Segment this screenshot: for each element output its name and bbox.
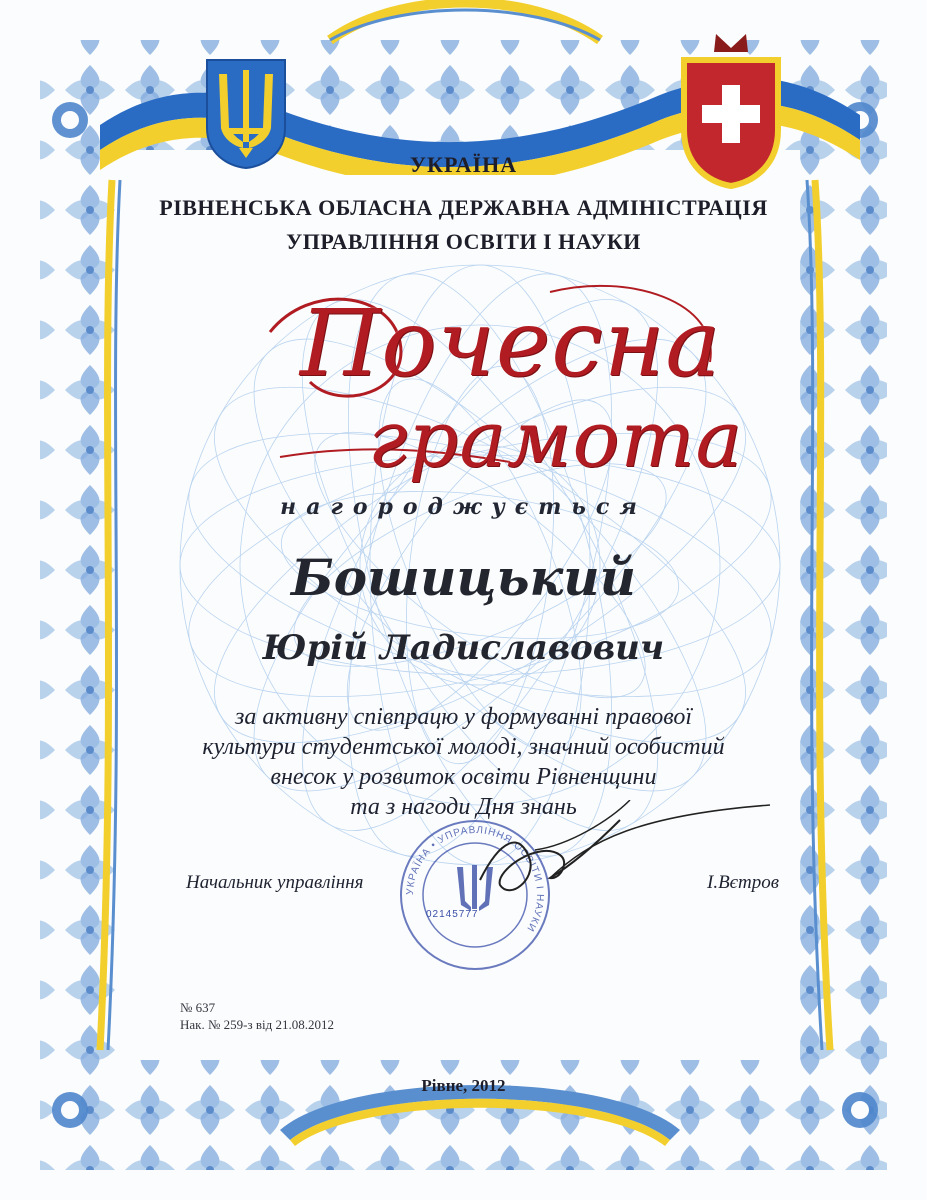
order-reference: Нак. № 259-з від 21.08.2012 <box>180 1017 334 1032</box>
recipient-surname: Бошицький <box>290 548 637 607</box>
reason-line: внесок у розвиток освіти Рівненщини <box>270 764 657 790</box>
signatory-name: І.Вєтров <box>707 872 779 893</box>
place-and-year: Рівне, 2012 <box>421 1076 506 1095</box>
registration-number: № 637 <box>180 1000 216 1015</box>
stamp-ring-text: УКРАЇНА • УПРАВЛІННЯ ОСВІТИ І НАУКИ <box>404 824 546 934</box>
title-line-1: Почесна <box>300 290 722 397</box>
signature <box>440 800 770 920</box>
reason-line: та з нагоди Дня знань <box>350 794 577 820</box>
awarded-label: нагороджується <box>280 494 647 520</box>
stamp-code: 02145777 <box>426 909 479 920</box>
country-heading: УКРАЇНА <box>409 152 518 177</box>
reason-line: культури студентської молоді, значний особистий <box>202 734 725 760</box>
bottom-ribbon <box>270 1060 690 1150</box>
recipient-given-names: Юрій Ладиславович <box>262 628 665 668</box>
title-line-2: грамота <box>368 395 743 485</box>
reason-line: за активну співпрацю у формуванні правової <box>235 704 692 730</box>
department-heading: УПРАВЛІННЯ ОСВІТИ І НАУКИ <box>286 229 641 254</box>
administration-heading: РІВНЕНСЬКА ОБЛАСНА ДЕРЖАВНА АДМІНІСТРАЦІЯ <box>159 195 768 220</box>
signatory-position: Начальник управління <box>186 872 364 893</box>
